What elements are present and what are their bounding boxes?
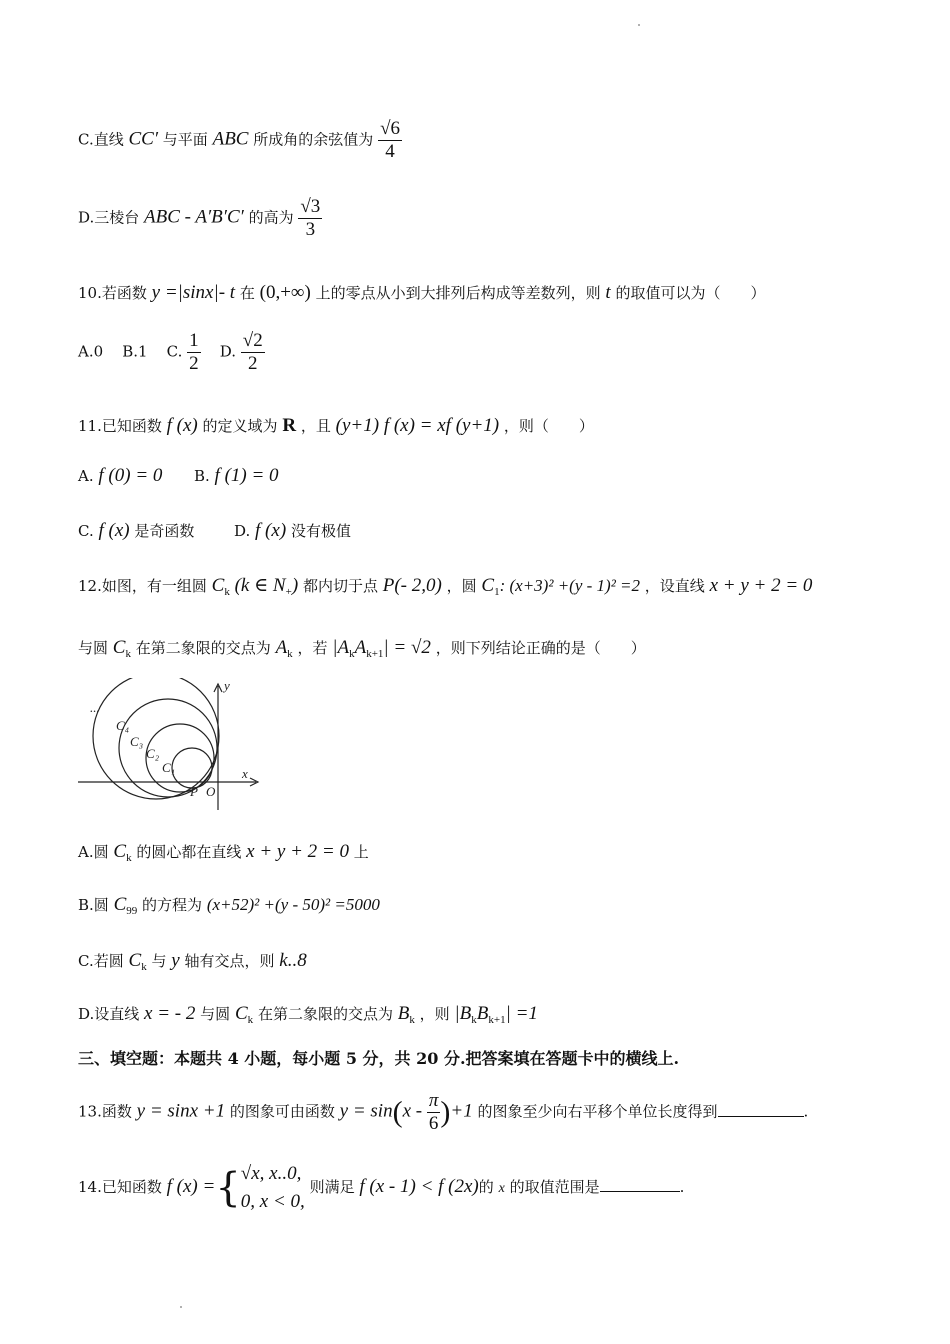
footer-mark (180, 1306, 182, 1308)
fraction: $\frac{√3}{3}$ (300, 196, 321, 240)
q11-stem: 11.已知函数 f (x) 的定义域为 R ，且 (y+1) f (x) = xf (y+1) ，则（ ） (78, 415, 594, 436)
circles-figure (76, 678, 266, 810)
c3-label: C₃ (130, 734, 144, 749)
fraction: $\frac{√2}{2}$ (242, 330, 263, 374)
q12-stem-line1: 12.如图，有一组圆 $C_k$ (k ∈ $N_+$) 都内切于点 P(- 2,0) ，圆 $C_1$: (x+3)² +(y - 1)² =2 ，设直线 x + y + 2 = 0 (78, 575, 813, 598)
section-heading: 三、填空题：本题共 4 小题，每小题 5 分，共 20 分.把答案填在答题卡中的横线上. (78, 1049, 680, 1068)
p-label: P (190, 784, 198, 799)
q10-option-a: A.0 (78, 342, 104, 361)
c4-label: C₄ (116, 718, 130, 733)
answer-blank[interactable] (718, 1100, 804, 1117)
brace: { (215, 1165, 241, 1211)
c1-label: C₁ (162, 760, 176, 775)
x-label: x (242, 766, 248, 781)
q10-stem: 10.若函数 y =|sinx|- t 在 (0,+∞) 上的零点从小到大排列后构成等差数列，则 t 的取值可以为（ ） (78, 282, 766, 303)
q9-option-c: C.直线 CC′ 与平面 ABC 所成角的余弦值为 $\frac{√6}{4}$ (78, 118, 400, 162)
c2-label: C₂ (146, 746, 160, 761)
header-mark (638, 24, 640, 26)
o-label: O (206, 784, 216, 799)
fraction: $\frac{\pi}{6}$ (428, 1090, 439, 1134)
q14-stem: 14.已知函数 f (x) ={ √x, x..0, 0, x < 0, 则满足 f (x - 1) < f (2x)的 x 的取值范围是 . (78, 1160, 684, 1216)
piecewise-cases: √x, x..0, 0, x < 0, (240, 1163, 305, 1212)
q12-stem-line2: 与圆 $C_k$ 在第二象限的交点为 $A_k$ ，若 $|A_kA_{k+1}| = √2$ ，则下列结论正确的是（ ） (78, 637, 646, 660)
dots-label: ... (90, 700, 100, 715)
q12-option-d: D.设直线 x = - 2 与圆 $C_k$ 在第二象限的交点为 $B_k$ ，则 $|B_kB_{k+1}| =1$ (78, 1003, 538, 1026)
q12-option-c: C.若圆 $C_k$ 与 y 轴有交点，则 k..8 (78, 950, 307, 973)
circle-c4 (93, 678, 219, 799)
fraction: $\frac{√6}{4}$ (380, 118, 400, 162)
answer-blank[interactable] (600, 1175, 680, 1192)
q10-options: A.0 B.1 C. $\frac{1}{2}$ D. $\frac{√2}{2}$ (78, 330, 263, 374)
q11-options-cd: C. f (x) 是奇函数 D. f (x) 没有极值 (78, 520, 351, 541)
q12-option-b: B.圆 $C_{99}$ 的方程为 (x+52)² +(y - 50)² =5000 (78, 894, 380, 917)
y-label: y (224, 678, 230, 693)
fraction: $\frac{1}{2}$ (189, 330, 199, 374)
q9-option-d: D.三棱台 ABC - A′B′C′ 的高为 $\frac{√3}{3}$ (78, 196, 321, 240)
q11-options-ab: A. f (0) = 0 B. f (1) = 0 (78, 465, 279, 486)
q12-option-a: A.圆 $C_k$ 的圆心都在直线 x + y + 2 = 0 上 (78, 841, 369, 864)
q10-option-b: B.1 (122, 342, 148, 361)
q13-stem: 13.函数 y = sinx +1 的图象可由函数 y = sin(x - $\frac{\pi}{6}$ )+1 的图象至少向右平移个单位长度得到 . (78, 1090, 809, 1134)
